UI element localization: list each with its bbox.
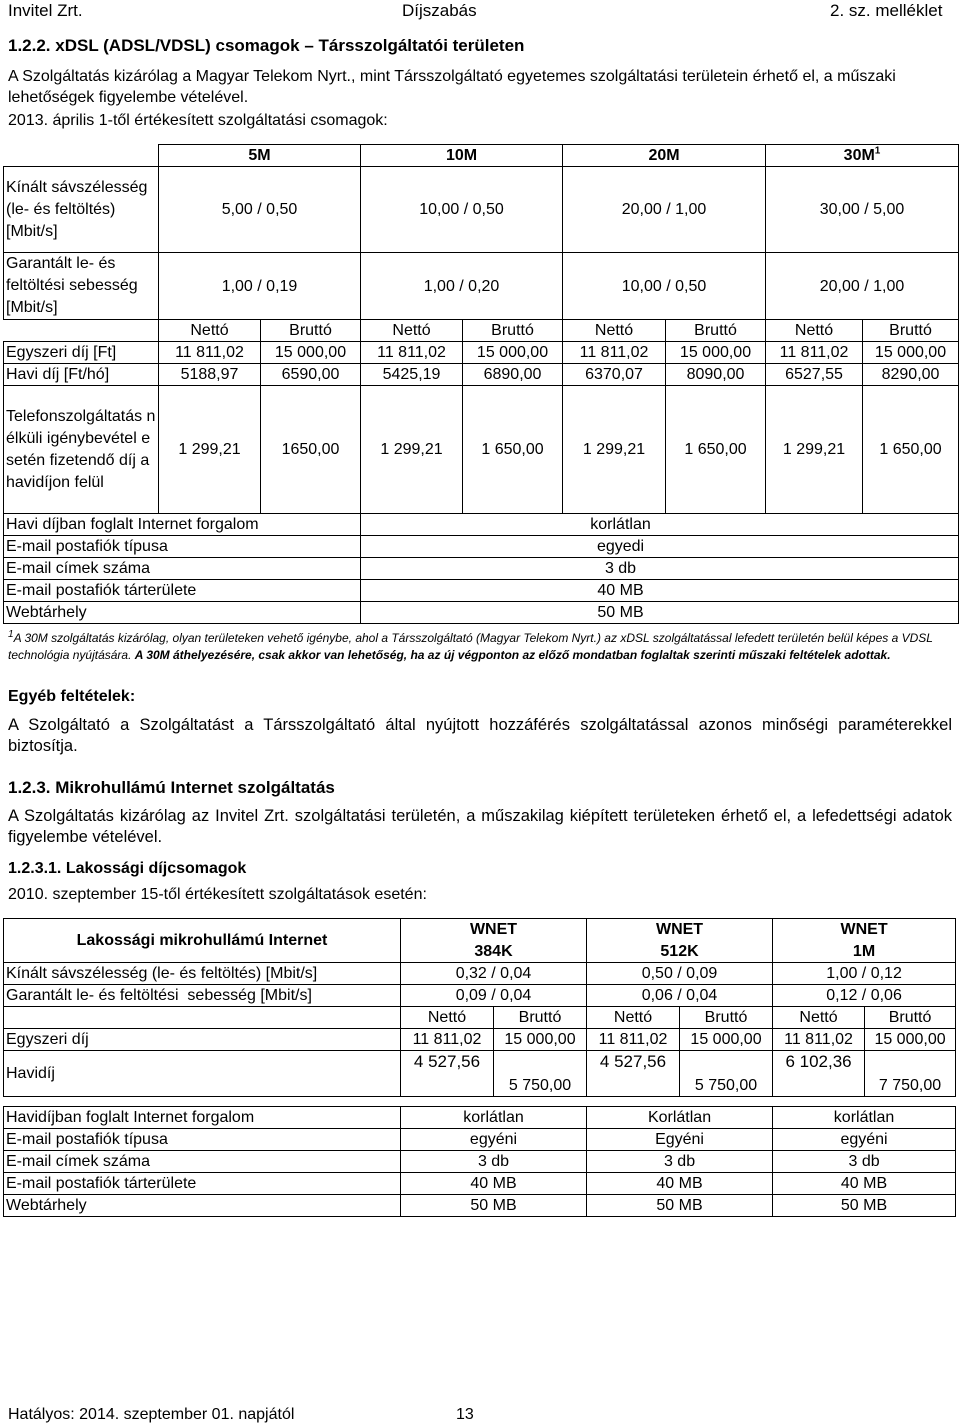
table-row: Egyszeri díj [Ft] 11 811,02 15 000,00 11 811,02 15 000,00 11 811,02 15 000,00 11 811,02 15 000,00	[4, 342, 959, 364]
table-row: E-mail postafiók típusa egyedi	[4, 536, 959, 558]
subsection-title: 1.2.3.1. Lakossági díjcsomagok	[8, 860, 247, 877]
row-label: E-mail postafiók típusa	[4, 536, 361, 558]
table-row	[4, 145, 959, 167]
row-label: Webtárhely	[4, 1195, 401, 1217]
table-row: Havi díjban foglalt Internet forgalom korlátlan	[4, 514, 959, 536]
section-intro: A Szolgáltatás kizárólag a Magyar Telekom Nyrt., mint Társszolgáltató egyetemes szolgáltatási területein érhető el, a műszaki lehetőségek figyelembe vételével.	[8, 68, 896, 106]
table-row: Nettó Bruttó Nettó Bruttó Nettó Bruttó	[4, 1007, 956, 1029]
other-text: A Szolgáltató a Szolgáltatást a Társszolgáltató által nyújtott hozzáférés szolgáltatással azonos minőségi paraméterekkel biztosítja.	[8, 716, 952, 755]
table-row: Lakossági mikrohullámú Internet WNET WNET WNET	[4, 919, 956, 941]
table-row: Nettó Bruttó Nettó Bruttó Nettó Bruttó Nettó Bruttó	[4, 320, 959, 342]
table-row: E-mail postafiók típusa egyéni Egyéni egyéni	[4, 1129, 956, 1151]
col-header: 20M	[563, 145, 766, 167]
row-label: Garantált le- és feltöltési sebesség [Mbit/s]	[4, 253, 159, 320]
microwave-table	[3, 918, 956, 1217]
table-row: Telefonszolgáltatás nélküli igénybevétel esetén fizetendő díj a havidíjon felül 1 299,21 1650,00 1 299,21 1 650,00 1 299,21 1 650,00 1 299,21 1 650,00	[4, 386, 959, 514]
col-header: 5M	[159, 145, 361, 167]
table-row: Havidíjban foglalt Internet forgalom korlátlan Korlátlan korlátlan	[4, 1107, 956, 1129]
col-header: $30M^1$	[766, 145, 959, 167]
footer-effective: Hatályos: 2014. szeptember 01. napjától	[8, 1406, 295, 1423]
footnote: $^1$A 30M szolgáltatás kizárólag, olyan területeken vehető igénybe, ahol a Társszolgáltató (Magyar Telekom Nyrt.) az xDSL szolgáltatással lefedett területén belül képes a VDSL technológia nyújtására. A 30M áthelyezésére, csak akkor van lehetőség, ha az új végponton az előző mondatban foglaltak szerinti műszaki feltételek adottak.	[8, 629, 933, 662]
col-header: 1M	[773, 941, 956, 963]
table-row: Kínált sávszélesség (le- és feltöltés) [Mbit/s] 0,32 / 0,04 0,50 / 0,09 1,00 / 0,12	[4, 963, 956, 985]
section-title: 1.2.2. xDSL (ADSL/VDSL) csomagok – Társszolgáltatói területen	[8, 36, 525, 55]
col-header: 10M	[361, 145, 563, 167]
col-header: 384K	[401, 941, 587, 963]
table-row: E-mail címek száma 3 db	[4, 558, 959, 580]
table-row: Garantált le- és feltöltési sebesség [Mbit/s] 0,09 / 0,04 0,06 / 0,04 0,12 / 0,06	[4, 985, 956, 1007]
row-label: Havidíjban foglalt Internet forgalom	[4, 1107, 401, 1129]
row-label: E-mail postafiók típusa	[4, 1129, 401, 1151]
row-label: E-mail címek száma	[4, 558, 361, 580]
row-label: E-mail címek száma	[4, 1151, 401, 1173]
row-label: Egyszeri díj	[4, 1029, 401, 1051]
section2-title: 1.2.3. Mikrohullámú Internet szolgáltatás	[8, 778, 335, 797]
col-header: 512K	[587, 941, 773, 963]
table-row: Kínált sávszélesség (le- és feltöltés) [Mbit/s] 5,00 / 0,50 10,00 / 0,50 20,00 / 1,00 30,00 / 5,00	[4, 167, 959, 253]
footnote-mark: 1	[874, 145, 881, 157]
row-label: E-mail postafiók tárterülete	[4, 1173, 401, 1195]
header-center: Díjszabás	[402, 1, 477, 20]
xdsl-table	[3, 144, 959, 624]
row-label: Garantált le- és feltöltési sebesség [Mbit/s]	[4, 985, 401, 1007]
header-right: 2. sz. melléklet	[830, 1, 943, 20]
row-label: Havidíj	[4, 1051, 401, 1097]
table-row: Garantált le- és feltöltési sebesség [Mbit/s] 1,00 / 0,19 1,00 / 0,20 10,00 / 0,50 20,00 / 1,00	[4, 253, 959, 320]
row-label: E-mail postafiók tárterülete	[4, 580, 361, 602]
row-label: Egyszeri díj [Ft]	[4, 342, 159, 364]
row-label: Telefonszolgáltatás nélküli igénybevétel esetén fizetendő díj a havidíjon felül	[4, 386, 159, 514]
section2-text: A Szolgáltatás kizárólag az Invitel Zrt. szolgáltatási területén, a műszakilag kiépített területeken érhető el, a lefedettségi adatok figyelembe vételével.	[8, 807, 952, 846]
page-number: 13	[456, 1406, 474, 1423]
table-row: E-mail címek száma 3 db 3 db 3 db	[4, 1151, 956, 1173]
row-label: Webtárhely	[4, 602, 361, 624]
row-label: Kínált sávszélesség (le- és feltöltés) [Mbit/s]	[4, 167, 159, 253]
table-row: Havi díj [Ft/hó] 5188,97 6590,00 5425,19 6890,00 6370,07 8090,00 6527,55 8290,00	[4, 364, 959, 386]
header-left: Invitel Zrt.	[8, 1, 83, 20]
table-row: E-mail postafiók tárterülete 40 MB	[4, 580, 959, 602]
row-label: Havi díj [Ft/hó]	[4, 364, 159, 386]
table-row: Webtárhely 50 MB	[4, 602, 959, 624]
row-label: Kínált sávszélesség (le- és feltöltés) [Mbit/s]	[4, 963, 401, 985]
table-row-spacer	[4, 1097, 956, 1107]
table-row: Egyszeri díj 11 811,02 15 000,00 11 811,02 15 000,00 11 811,02 15 000,00	[4, 1029, 956, 1051]
table-row: E-mail postafiók tárterülete 40 MB 40 MB 40 MB	[4, 1173, 956, 1195]
table-title: Lakossági mikrohullámú Internet	[4, 919, 401, 963]
date-line-2: 2010. szeptember 15-től értékesített szolgáltatások esetén:	[8, 886, 427, 903]
table-row: Havidíj 4 527,56 5 750,00 4 527,56 5 750,00 6 102,36 7 750,00	[4, 1051, 956, 1097]
date-line: 2013. április 1-től értékesített szolgáltatási csomagok:	[8, 112, 388, 129]
other-title: Egyéb feltételek:	[8, 688, 136, 705]
row-label: Havi díjban foglalt Internet forgalom	[4, 514, 361, 536]
table-row: Webtárhely 50 MB 50 MB 50 MB	[4, 1195, 956, 1217]
